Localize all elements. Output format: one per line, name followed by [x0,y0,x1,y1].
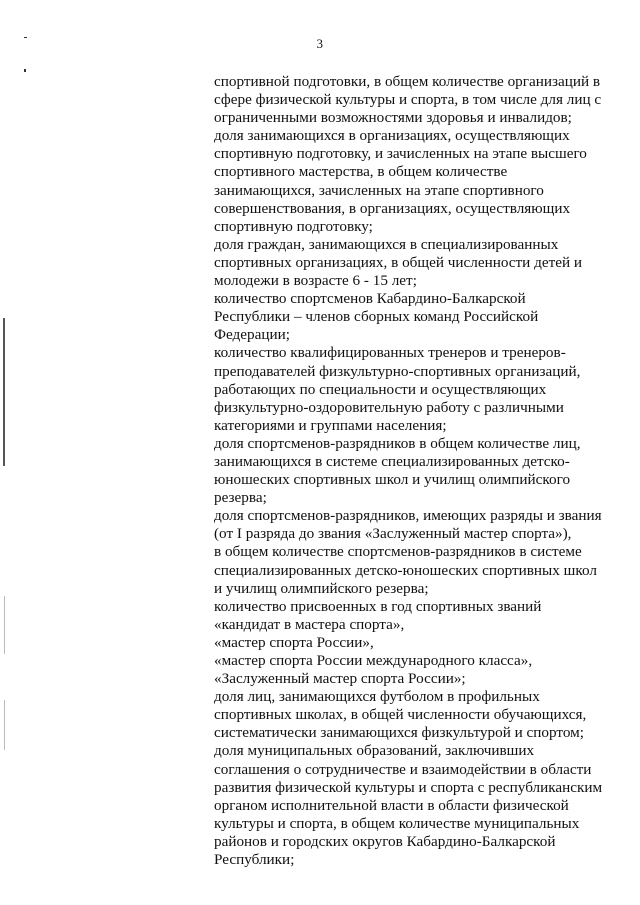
text-line: доля муниципальных образований, заключивших [214,742,535,760]
text-line: специализированных детско-юношеских спортивных школ [214,561,597,579]
text-line: в общем количестве спортсменов-разрядников в системе [214,543,582,561]
text-line: сфере физической культуры и спорта, в том числе для лиц с [214,91,602,109]
text-line: Республики; [214,851,295,869]
page-number: 3 [316,36,324,51]
text-line: спортивных школах, в общей численности обучающихся, [214,706,587,724]
margin-binding-line [3,318,5,466]
text-line: «мастер спорта России международного класса», [214,652,533,669]
scan-mark [4,596,5,654]
text-line: спортивной подготовки, в общем количестве организаций в [214,73,601,90]
text-line: преподавателей физкультурно-спортивных организаций, [214,362,581,380]
text-line: занимающихся, зачисленных на этапе спортивного [214,181,544,199]
body-text [214,73,622,869]
text-line: развития физической культуры и спорта с республиканским [214,778,603,796]
text-line: физкультурно-оздоровительную работу с различными [214,398,564,416]
text-line: молодежи в возрасте 6 - 15 лет; [214,272,417,290]
text-line: «кандидат в мастера спорта», [214,615,405,633]
text-line: юношеских спортивных школ и училищ олимпийского [214,471,571,489]
text-line: категориями и группами населения; [214,416,447,434]
text-line: и училищ олимпийского резерва; [214,579,429,597]
text-line: спортивную подготовку, и зачисленных на этапе высшего [214,145,587,163]
text-line: количество квалифицированных тренеров и тренеров- [214,344,566,362]
text-line: доля лиц, занимающихся футболом в профильных [214,688,540,706]
text-line: доля граждан, занимающихся в специализированных [214,235,559,253]
text-line: (от I разряда до звания «Заслуженный мастер спорта»), [214,525,572,543]
text-line: работающих по специальности и осуществляющих [214,380,547,398]
text-line: ограниченными возможностями здоровья и инвалидов; [214,109,572,127]
text-line: культуры и спорта, в общем количестве муниципальных [214,814,580,832]
text-line: Федерации; [214,326,290,344]
text-line: соглашения о сотрудничестве и взаимодействии в области [214,760,592,778]
scan-mark [24,69,26,72]
text-line: Республики – членов сборных команд Российской [214,308,539,326]
text-line: доля спортсменов-разрядников в общем количестве лиц, [214,434,581,452]
text-line: районов и городских округов Кабардино-Балкарской [214,832,556,850]
text-line: спортивную подготовку; [214,217,373,235]
text-line: резерва; [214,489,267,507]
text-line: органом исполнительной власти в области физической [214,796,569,814]
text-line: доля спортсменов-разрядников, имеющих разряды и звания [214,507,602,525]
text-line: занимающихся в системе специализированных детско- [214,452,570,470]
text-line: систематически занимающихся физкультурой и спортом; [214,724,584,742]
text-line: спортивных организациях, в общей численности детей и [214,253,583,271]
text-line: количество спортсменов Кабардино-Балкарской [214,290,526,308]
text-line: «мастер спорта России», [214,633,374,651]
scan-mark [4,700,5,750]
text-line: количество присвоенных в год спортивных званий [214,597,542,615]
text-line: спортивного мастерства, в общем количестве [214,163,508,181]
text-line: «Заслуженный мастер спорта России»; [214,670,466,688]
text-line: доля занимающихся в организациях, осуществляющих [214,127,570,145]
text-line: совершенствования, в организациях, осуществляющих [214,199,571,217]
